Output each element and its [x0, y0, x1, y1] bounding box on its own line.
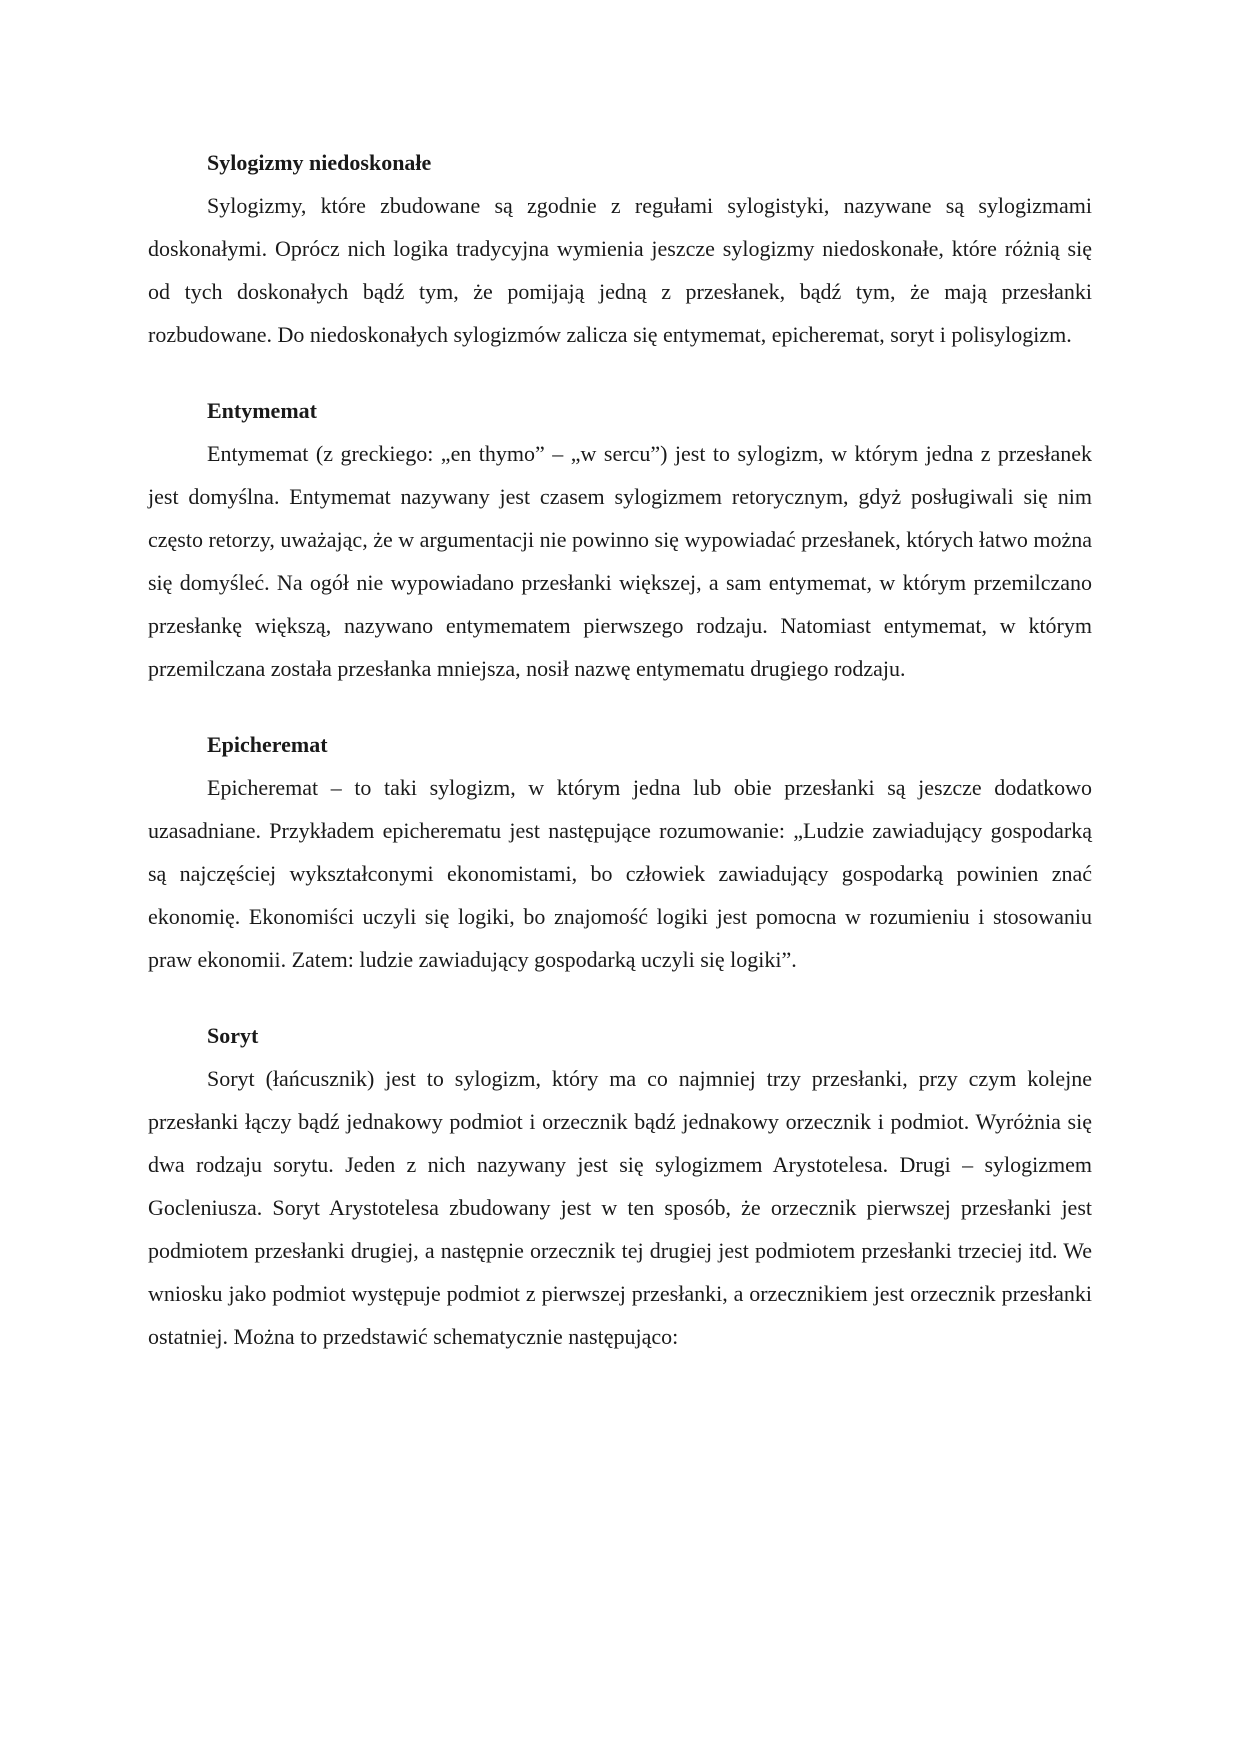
document-body [148, 141, 1092, 1391]
section-paragraph: Entymemat (z greckiego: „en thymo” – „w sercu”) jest to sylogizm, w którym jedna z przesłanek jest domyślna. Entymemat nazywany jest czasem sylogizmem retorycznym, gdyż posługiwali się nim często retorzy, uważając, że w argumentacji nie powinno się wypowiadać przesłanek, których łatwo można się domyśleć. Na ogół nie wypowiadano przesłanki większej, a sam entymemat, w którym przemilczano przesłankę większą, nazywano entymematem pierwszego rodzaju. Natomiast entymemat, w którym przemilczana została przesłanka mniejsza, nosił nazwę entymematu drugiego rodzaju. [148, 441, 1092, 681]
section-heading: Sylogizmy niedoskonałe [207, 150, 432, 175]
section-entymemat [148, 389, 1092, 690]
section-soryt [148, 1014, 1092, 1358]
section-heading: Soryt [207, 1023, 259, 1048]
section-epicheremat [148, 723, 1092, 981]
section-heading: Entymemat [207, 398, 317, 423]
section-paragraph: Soryt (łańcusznik) jest to sylogizm, który ma co najmniej trzy przesłanki, przy czym kolejne przesłanki łączy bądź jednakowy podmiot i orzecznik bądź jednakowy orzecznik i podmiot. Wyróżnia się dwa rodzaju sorytu. Jeden z nich nazywany jest się sylogizmem Arystotelesa. Drugi – sylogizmem Gocleniusza. Soryt Arystotelesa zbudowany jest w ten sposób, że orzecznik pierwszej przesłanki jest podmiotem przesłanki drugiej, a następnie orzecznik tej drugiej jest podmiotem przesłanki trzeciej itd. We wniosku jako podmiot występuje podmiot z pierwszej przesłanki, a orzecznikiem jest orzecznik przesłanki ostatniej. Można to przedstawić schematycznie następująco: [148, 1066, 1092, 1349]
section-heading: Epicheremat [207, 732, 328, 757]
section-paragraph: Epicheremat – to taki sylogizm, w którym jedna lub obie przesłanki są jeszcze dodatkowo uzasadniane. Przykładem epicherematu jest następujące rozumowanie: „Ludzie zawiadujący gospodarką są najczęściej wykształconymi ekonomistami, bo człowiek zawiadujący gospodarką powinien znać ekonomię. Ekonomiści uczyli się logiki, bo znajomość logiki jest pomocna w rozumieniu i stosowaniu praw ekonomii. Zatem: ludzie zawiadujący gospodarką uczyli się logiki”. [148, 775, 1092, 972]
section-paragraph: Sylogizmy, które zbudowane są zgodnie z regułami sylogistyki, nazywane są sylogizmami doskonałymi. Oprócz nich logika tradycyjna wymienia jeszcze sylogizmy niedoskonałe, które różnią się od tych doskonałych bądź tym, że pomijają jedną z przesłanek, bądź tym, że mają przesłanki rozbudowane. Do niedoskonałych sylogizmów zalicza się entymemat, epicheremat, soryt i polisylogizm. [148, 193, 1092, 347]
section-sylogizmy-niedoskonale [148, 141, 1092, 356]
